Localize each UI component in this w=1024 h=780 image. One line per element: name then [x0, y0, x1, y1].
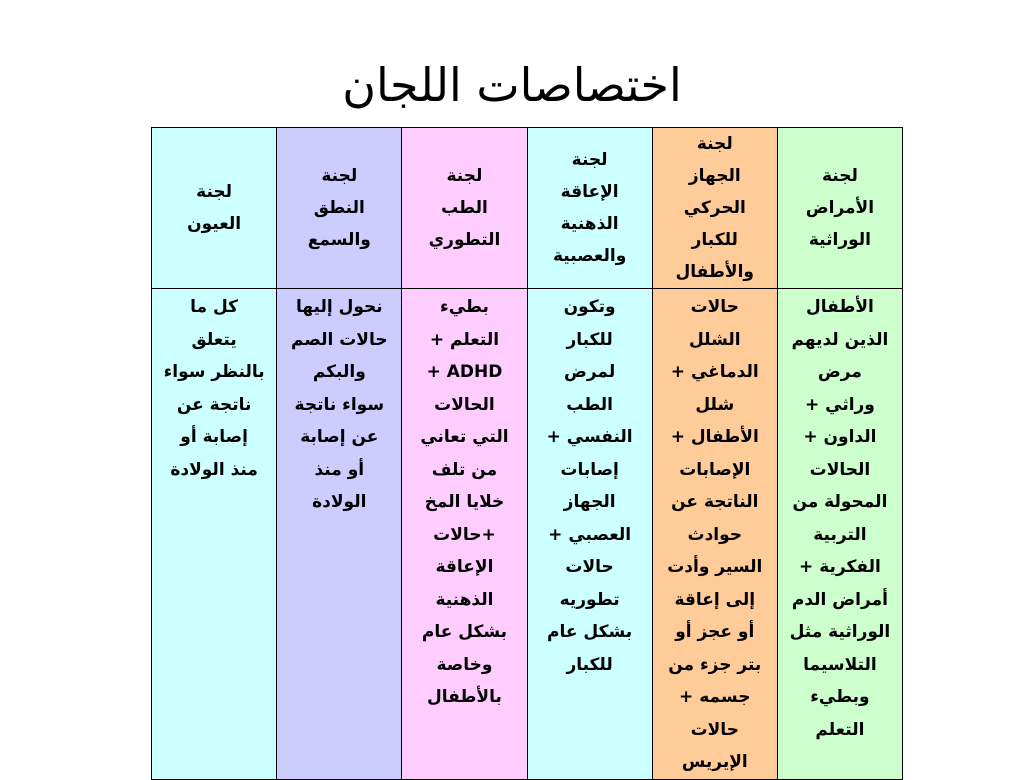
body-cell-eyes: كل ما يتعلق بالنظر سواء ناتجة عن إصابة أو منذ الولادة [152, 289, 277, 780]
header-cell-mental-neuro: لجنة الإعاقة الذهنية والعصبية [527, 128, 652, 289]
slide-title: اختصاصات اللجان [342, 58, 682, 112]
body-cell-developmental: بطيء التعلم + ADHD + الحالات التي تعاني من تلف خلايا المخ +حالات الإعاقة الذهنية بشكل عام وخاصة بالأطفال [402, 289, 527, 780]
header-cell-eyes: لجنة العيون [152, 128, 277, 289]
committees-table [151, 127, 903, 772]
body-cell-mental-neuro: وتكون للكبار لمرض الطب النفسي + إصابات الجهاز العصبي + حالات تطوريه بشكل عام للكبار [527, 289, 652, 780]
header-cell-speech-hearing: لجنة النطق والسمع [277, 128, 402, 289]
body-cell-genetic: الأطفال الذين لديهم مرض وراثي + الداون + الحالات المحولة من التربية الفكرية + أمراض الدم الوراثية مثل التلاسيما وبطيء التعلم [777, 289, 902, 780]
body-cell-motor: حالات الشلل الدماغي + شلل الأطفال + الإصابات الناتجة عن حوادث السير وأدت إلى إعاقة أو عجز أو بتر جزء من جسمه + حالات الإيريس [652, 289, 777, 780]
header-row [152, 128, 903, 289]
header-cell-developmental: لجنة الطب التطوري [402, 128, 527, 289]
committees-grid [151, 127, 903, 780]
header-cell-genetic: لجنة الأمراض الوراثية [777, 128, 902, 289]
header-cell-motor: لجنة الجهاز الحركي للكبار والأطفال [652, 128, 777, 289]
body-row [152, 289, 903, 780]
body-cell-speech-hearing: نحول إليها حالات الصم والبكم سواء ناتجة عن إصابة أو منذ الولادة [277, 289, 402, 780]
